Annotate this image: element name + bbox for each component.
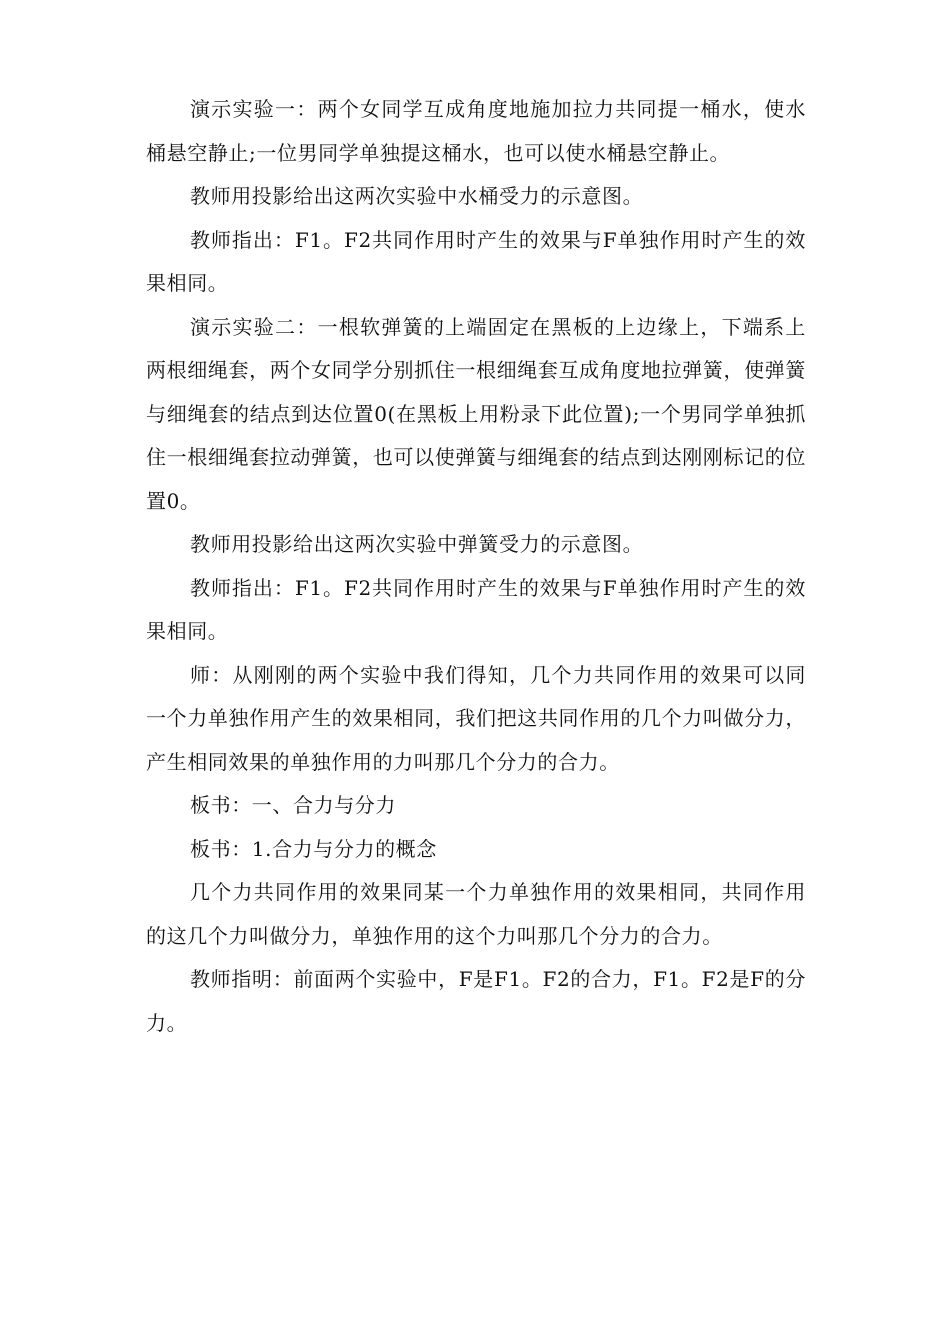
paragraph-teacher-points-2: 教师指出：F1。F2共同作用时产生的效果与F单独作用时产生的效果相同。: [146, 575, 806, 643]
paragraph-board-heading-1: 板书：一、合力与分力: [190, 793, 396, 817]
paragraph-teacher-explanation: 师：从刚刚的两个实验中我们得知，几个力共同作用的效果可以同一个力单独作用产生的效果相同，我们把这共同作用的几个力叫做分力，产生相同效果的单独作用的力叫那几个分力的合力。: [146, 662, 806, 774]
document-body: [146, 88, 806, 1045]
paragraph-teacher-projection-1: 教师用投影给出这两次实验中水桶受力的示意图。: [190, 184, 644, 208]
paragraph-board-heading-2: 板书：1.合力与分力的概念: [190, 836, 437, 861]
paragraph-definition: 几个力共同作用的效果同某一个力单独作用的效果相同，共同作用的这几个力叫做分力，单独作用的这个力叫那几个分力的合力。: [146, 880, 806, 948]
paragraph-teacher-points-1: 教师指出：F1。F2共同作用时产生的效果与F单独作用时产生的效果相同。: [146, 227, 806, 295]
paragraph-demo-experiment-1: 演示实验一：两个女同学互成角度地施加拉力共同提一桶水，使水桶悬空静止;一位男同学单独提这桶水，也可以使水桶悬空静止。: [146, 97, 806, 165]
paragraph-demo-experiment-2: 演示实验二：一根软弹簧的上端固定在黑板的上边缘上，下端系上两根细绳套，两个女同学分别抓住一根细绳套互成角度地拉弹簧，使弹簧与细绳套的结点到达位置0(在黑板上用粉录下此位置);一个男同学单独抓住一根细绳套拉动弹簧，也可以使弹簧与细绳套的结点到达刚刚标记的位置0。: [146, 314, 806, 513]
paragraph-teacher-clarifies: 教师指明：前面两个实验中，F是F1。F2的合力，F1。F2是F的分力。: [146, 967, 806, 1035]
paragraph-teacher-projection-2: 教师用投影给出这两次实验中弹簧受力的示意图。: [190, 532, 644, 556]
